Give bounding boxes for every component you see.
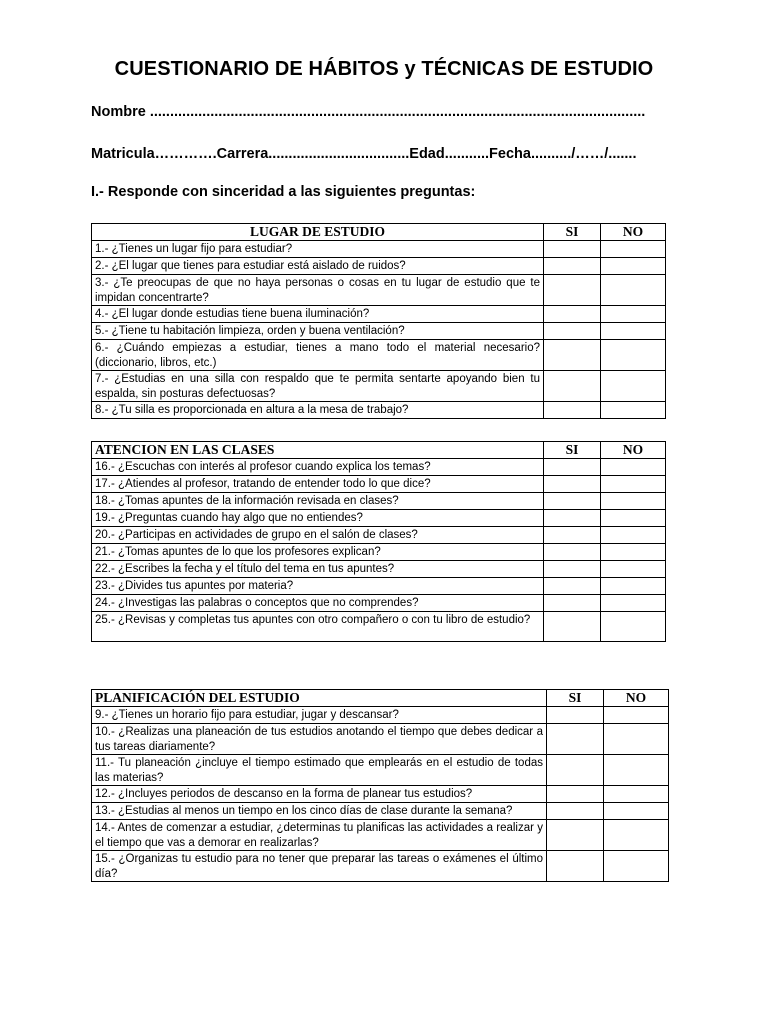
no-answer-cell[interactable] xyxy=(601,275,666,306)
table-row xyxy=(92,258,666,275)
question-text: 8.- ¿Tu silla es proporcionada en altura a la mesa de trabajo? xyxy=(92,402,544,419)
table-row xyxy=(92,275,666,306)
no-answer-cell[interactable] xyxy=(601,340,666,371)
no-answer-cell[interactable] xyxy=(601,493,666,510)
table-row xyxy=(92,510,666,527)
question-text: 7.- ¿Estudias en una silla con respaldo que te permita sentarte apoyando bien tu espalda, sin posturas defectuosas? xyxy=(92,371,544,402)
page-title: CUESTIONARIO DE HÁBITOS y TÉCNICAS DE ESTUDIO xyxy=(114,58,654,80)
question-text: 3.- ¿Te preocupas de que no haya personas o cosas en tu lugar de estudio que te impidan concentrarte? xyxy=(92,275,544,306)
table-row xyxy=(92,612,666,642)
table-row xyxy=(92,241,666,258)
no-answer-cell[interactable] xyxy=(601,323,666,340)
no-answer-cell[interactable] xyxy=(604,803,669,820)
si-answer-cell[interactable] xyxy=(544,275,601,306)
si-answer-cell[interactable] xyxy=(547,820,604,851)
question-text: 18.- ¿Tomas apuntes de la información revisada en clases? xyxy=(92,493,544,510)
question-text: 19.- ¿Preguntas cuando hay algo que no entiendes? xyxy=(92,510,544,527)
si-answer-cell[interactable] xyxy=(544,241,601,258)
no-answer-cell[interactable] xyxy=(601,612,666,642)
no-answer-cell[interactable] xyxy=(601,371,666,402)
lugar-de-estudio-table xyxy=(91,223,666,419)
no-column-header: NO xyxy=(601,442,666,459)
question-text: 5.- ¿Tiene tu habitación limpieza, orden y buena ventilación? xyxy=(92,323,544,340)
no-answer-cell[interactable] xyxy=(601,561,666,578)
question-text: 25.- ¿Revisas y completas tus apuntes con otro compañero o con tu libro de estudio? xyxy=(92,612,544,642)
no-answer-cell[interactable] xyxy=(604,724,669,755)
table-row xyxy=(92,371,666,402)
question-text: 12.- ¿Incluyes periodos de descanso en la forma de planear tus estudios? xyxy=(92,786,547,803)
no-column-header: NO xyxy=(604,690,669,707)
no-answer-cell[interactable] xyxy=(601,544,666,561)
si-answer-cell[interactable] xyxy=(547,786,604,803)
no-answer-cell[interactable] xyxy=(601,476,666,493)
no-answer-cell[interactable] xyxy=(601,306,666,323)
question-text: 4.- ¿El lugar donde estudias tiene buena iluminación? xyxy=(92,306,544,323)
question-text: 23.- ¿Divides tus apuntes por materia? xyxy=(92,578,544,595)
question-text: 24.- ¿Investigas las palabras o conceptos que no comprendes? xyxy=(92,595,544,612)
table-row xyxy=(92,476,666,493)
table-row xyxy=(92,803,669,820)
matricula-carrera-edad-fecha-field[interactable]: Matricula………….Carrera...................................Edad...........Fecha........../……/....... xyxy=(91,146,637,162)
no-column-header: NO xyxy=(601,224,666,241)
table-row xyxy=(92,786,669,803)
table-row xyxy=(92,707,669,724)
instruction-text: I.- Responde con sinceridad a las siguientes preguntas: xyxy=(91,184,476,200)
question-text: 11.- Tu planeación ¿incluye el tiempo estimado que emplearás en el estudio de todas las materias? xyxy=(92,755,547,786)
section-heading: PLANIFICACIÓN DEL ESTUDIO xyxy=(92,690,547,707)
table-row xyxy=(92,459,666,476)
table-row xyxy=(92,851,669,882)
no-answer-cell[interactable] xyxy=(601,241,666,258)
si-column-header: SI xyxy=(544,224,601,241)
table-row xyxy=(92,578,666,595)
si-answer-cell[interactable] xyxy=(544,578,601,595)
table-row xyxy=(92,340,666,371)
si-answer-cell[interactable] xyxy=(544,612,601,642)
si-answer-cell[interactable] xyxy=(544,459,601,476)
si-answer-cell[interactable] xyxy=(544,493,601,510)
table-header-row xyxy=(92,442,666,459)
question-text: 9.- ¿Tienes un horario fijo para estudiar, jugar y descansar? xyxy=(92,707,547,724)
question-text: 6.- ¿Cuándo empiezas a estudiar, tienes a mano todo el material necesario? (diccionario, libros, etc.) xyxy=(92,340,544,371)
question-text: 21.- ¿Tomas apuntes de lo que los profesores explican? xyxy=(92,544,544,561)
table-row xyxy=(92,595,666,612)
table-row xyxy=(92,306,666,323)
si-answer-cell[interactable] xyxy=(544,258,601,275)
si-answer-cell[interactable] xyxy=(547,724,604,755)
si-answer-cell[interactable] xyxy=(544,561,601,578)
si-answer-cell[interactable] xyxy=(544,527,601,544)
section-heading: ATENCION EN LAS CLASES xyxy=(92,442,544,459)
si-answer-cell[interactable] xyxy=(544,340,601,371)
table-row xyxy=(92,527,666,544)
question-text: 16.- ¿Escuchas con interés al profesor cuando explica los temas? xyxy=(92,459,544,476)
question-text: 15.- ¿Organizas tu estudio para no tener que preparar las tareas o exámenes el último día? xyxy=(92,851,547,882)
si-answer-cell[interactable] xyxy=(544,544,601,561)
section-heading: LUGAR DE ESTUDIO xyxy=(92,224,544,241)
si-answer-cell[interactable] xyxy=(544,402,601,419)
question-text: 13.- ¿Estudias al menos un tiempo en los cinco días de clase durante la semana? xyxy=(92,803,547,820)
planificacion-del-estudio-table xyxy=(91,689,669,882)
si-answer-cell[interactable] xyxy=(547,707,604,724)
si-answer-cell[interactable] xyxy=(547,851,604,882)
no-answer-cell[interactable] xyxy=(604,851,669,882)
table-row xyxy=(92,820,669,851)
question-text: 22.- ¿Escribes la fecha y el título del tema en tus apuntes? xyxy=(92,561,544,578)
si-answer-cell[interactable] xyxy=(544,323,601,340)
si-column-header: SI xyxy=(547,690,604,707)
table-row xyxy=(92,561,666,578)
table-header-row xyxy=(92,690,669,707)
si-answer-cell[interactable] xyxy=(544,476,601,493)
no-answer-cell[interactable] xyxy=(601,402,666,419)
si-answer-cell[interactable] xyxy=(544,595,601,612)
si-answer-cell[interactable] xyxy=(547,755,604,786)
no-answer-cell[interactable] xyxy=(601,459,666,476)
table-row xyxy=(92,755,669,786)
no-answer-cell[interactable] xyxy=(604,707,669,724)
question-text: 17.- ¿Atiendes al profesor, tratando de entender todo lo que dice? xyxy=(92,476,544,493)
si-answer-cell[interactable] xyxy=(544,510,601,527)
table-row xyxy=(92,724,669,755)
si-answer-cell[interactable] xyxy=(547,803,604,820)
si-answer-cell[interactable] xyxy=(544,371,601,402)
no-answer-cell[interactable] xyxy=(601,258,666,275)
table-row xyxy=(92,544,666,561)
question-text: 10.- ¿Realizas una planeación de tus estudios anotando el tiempo que debes dedicar a tus tareas diariamente? xyxy=(92,724,547,755)
question-text: 2.- ¿El lugar que tienes para estudiar está aislado de ruidos? xyxy=(92,258,544,275)
no-answer-cell[interactable] xyxy=(604,820,669,851)
no-answer-cell[interactable] xyxy=(604,755,669,786)
no-answer-cell[interactable] xyxy=(601,578,666,595)
no-answer-cell[interactable] xyxy=(601,510,666,527)
question-text: 20.- ¿Participas en actividades de grupo en el salón de clases? xyxy=(92,527,544,544)
no-answer-cell[interactable] xyxy=(601,527,666,544)
table-row xyxy=(92,323,666,340)
table-row xyxy=(92,402,666,419)
si-column-header: SI xyxy=(544,442,601,459)
question-text: 14.- Antes de comenzar a estudiar, ¿determinas tu planificas las actividades a realizar y el tiempo que vas a demorar en realizarlas? xyxy=(92,820,547,851)
nombre-field[interactable]: Nombre ........................................................................................................................... xyxy=(91,104,646,120)
question-text: 1.- ¿Tienes un lugar fijo para estudiar? xyxy=(92,241,544,258)
si-answer-cell[interactable] xyxy=(544,306,601,323)
atencion-en-las-clases-table xyxy=(91,441,666,642)
table-row xyxy=(92,493,666,510)
no-answer-cell[interactable] xyxy=(601,595,666,612)
no-answer-cell[interactable] xyxy=(604,786,669,803)
table-header-row xyxy=(92,224,666,241)
